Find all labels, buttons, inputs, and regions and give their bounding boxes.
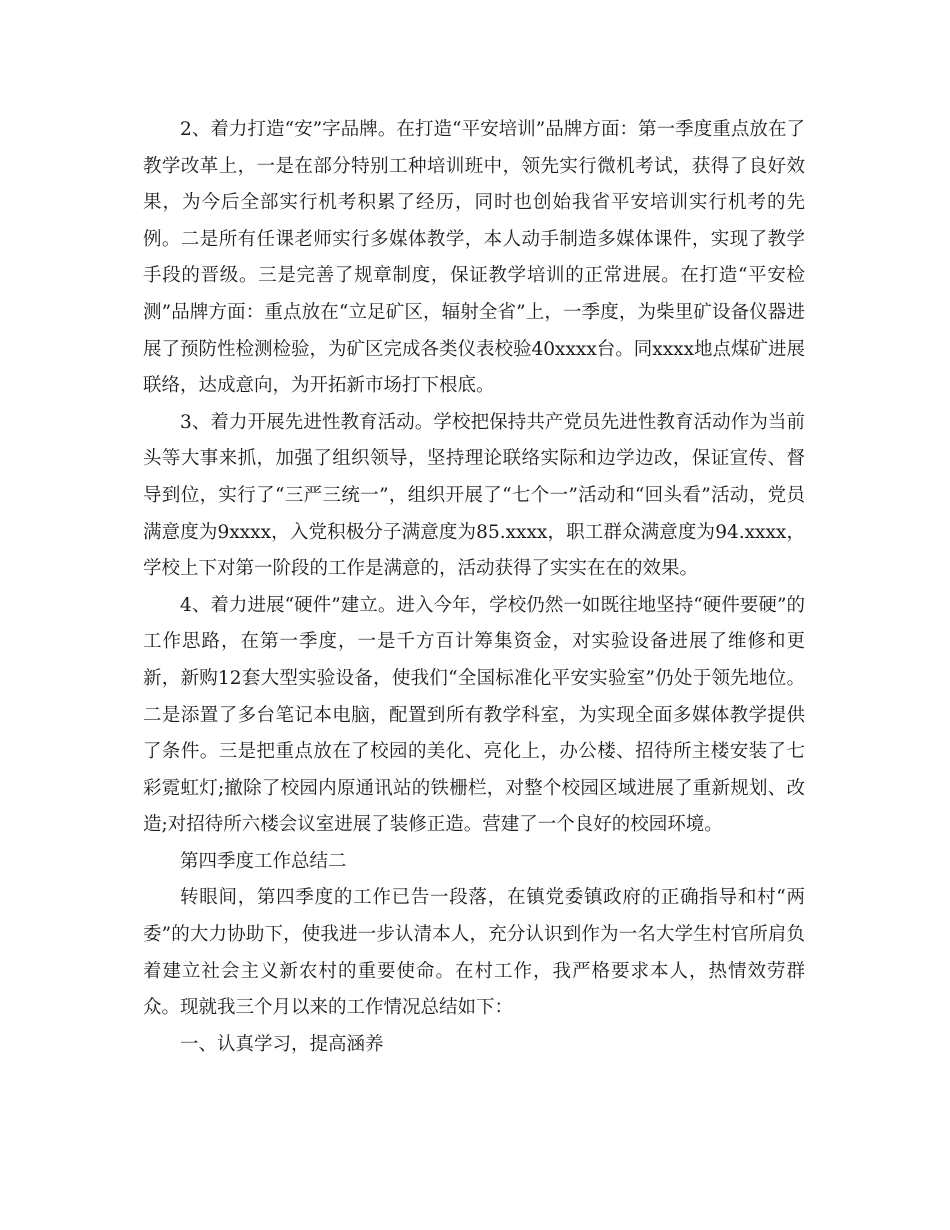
section-heading-q4-summary: 第四季度工作总结二 (180, 850, 347, 872)
document-body (143, 112, 805, 1063)
paragraph-brand-building: 2、着力打造“安”字品牌。在打造“平安培训”品牌方面：第一季度重点放在了教学改革上，一是在部分特别工种培训班中，领先实行微机考试，获得了良好效果，为今后全部实行机考积累了经历，同时也创始我省平安培训实行机考的先例。二是所有任课老师实行多媒体教学，本人动手制造多媒体课件，实现了教学手段的晋级。三是完善了规章制度，保证教学培训的正常进展。在打造“平安检测”品牌方面：重点放在“立足矿区，辐射全省”上，一季度，为柴里矿设备仪器进展了预防性检测检验，为矿区完成各类仪表校验40xxxx台。同xxxx地点煤矿进展联络，达成意向，为开拓新市场打下根底。 (143, 119, 806, 397)
paragraph-advanced-education: 3、着力开展先进性教育活动。学校把保持共产党员先进性教育活动作为当前头等大事来抓，加强了组织领导，坚持理论联络实际和边学边改，保证宣传、督导到位，实行了“三严三统一”，组织开展了“七个一”活动和“回头看”活动，党员满意度为9xxxx，入党积极分子满意度为85.xxxx，职工群众满意度为94.xxxx，学校上下对第一阶段的工作是满意的，活动获得了实实在在的效果。 (143, 411, 805, 580)
paragraph-q4-intro: 转眼间，第四季度的工作已告一段落，在镇党委镇政府的正确指导和村“两委”的大力协助下，使我进一步认清本人，充分认识到作为一名大学生村官所肩负着建立社会主义新农村的重要使命。在村工作，我严格要求本人，热情效劳群众。现就我三个月以来的工作情况总结如下： (143, 887, 805, 1019)
paragraph-hardware-construction: 4、着力进展“硬件”建立。进入今年，学校仍然一如既往地坚持“硬件要硬”的工作思路，在第一季度，一是千方百计筹集资金，对实验设备进展了维修和更新，新购12套大型实验设备，使我们“全国标准化平安实验室”仍处于领先地位。二是添置了多台笔记本电脑，配置到所有教学科室，为实现全面多媒体教学提供了条件。三是把重点放在了校园的美化、亮化上，办公楼、招待所主楼安装了七彩霓虹灯;撤除了校园内原通讯站的铁栅栏，对整个校园区域进展了重新规划、改造;对招待所六楼会议室进展了装修正造。营建了一个良好的校园环境。 (143, 594, 805, 836)
subheading-study: 一、认真学习，提高涵养 (180, 1033, 384, 1055)
